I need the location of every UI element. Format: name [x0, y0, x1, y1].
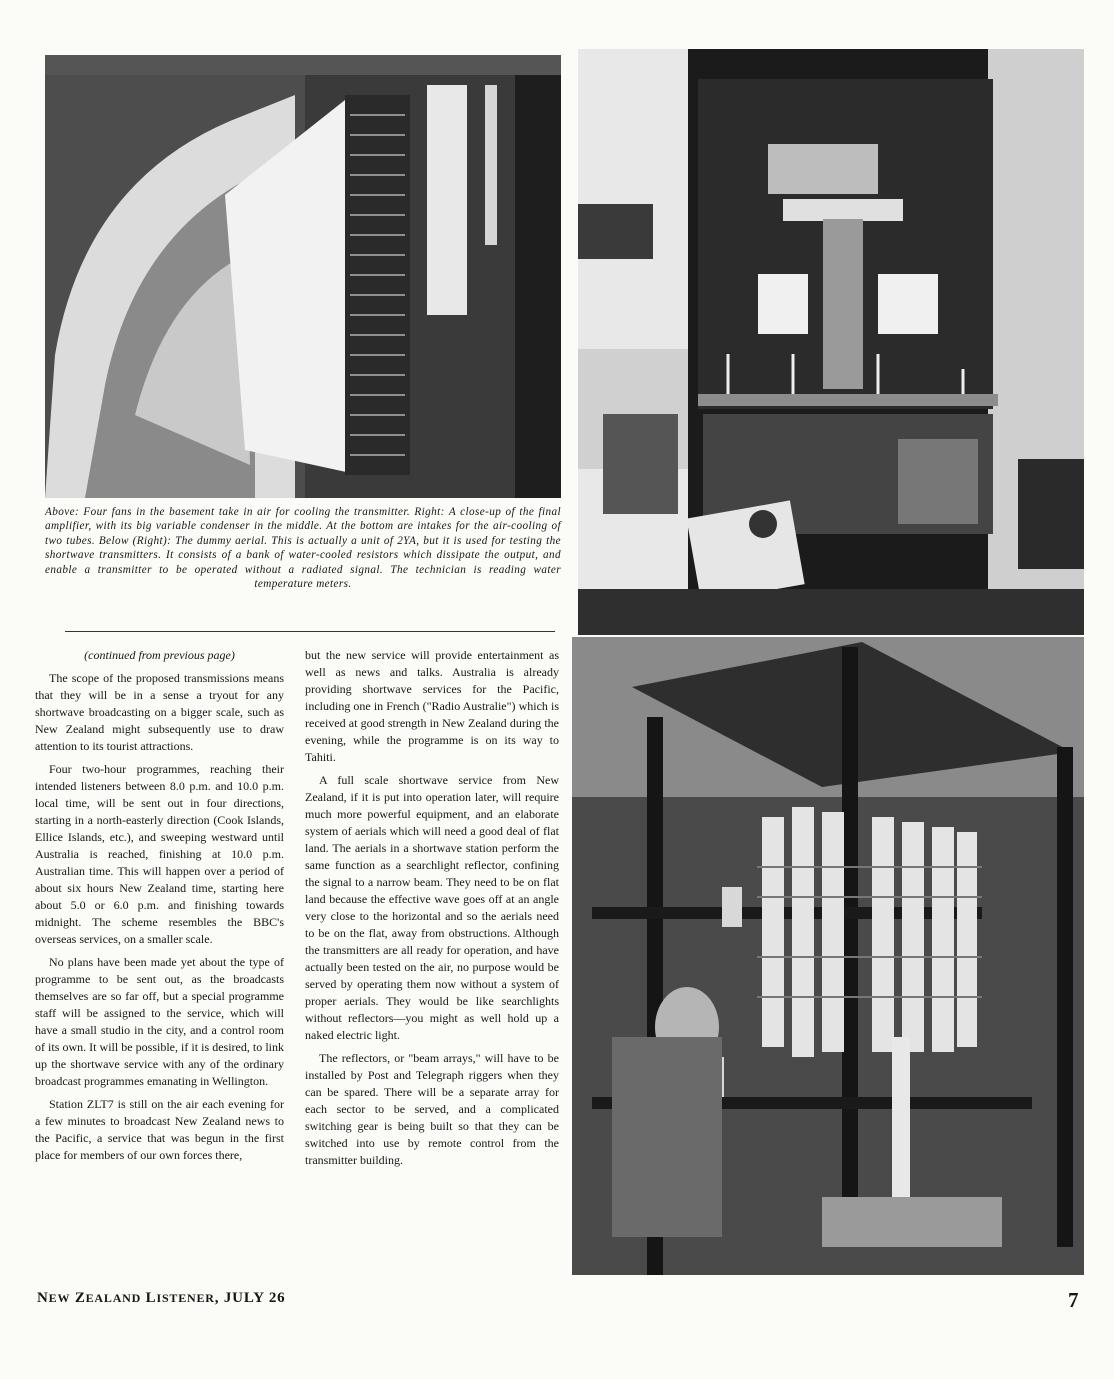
article-column-left	[35, 647, 284, 1170]
article-paragraph: Station ZLT7 is still on the air each evening for a few minutes to broadcast New Zealand news to the Pacific, a service that was begun in the first place for members of our own forces there,	[35, 1097, 284, 1162]
dummy-aerial-photo-drawing	[572, 637, 1084, 1275]
article-paragraph: No plans have been made yet about the type of programme to be sent out, as the broadcasts themselves are so far off, but a special programme staff will be assigned to the service, which will have a small studio in the city, and a control room of its own. It will be possible, if it is desired, to link up the shortwave service with any of the ordinary broadcast programmes emanating in Wellington.	[35, 955, 284, 1088]
article-paragraph: Four two-hour programmes, reaching their intended listeners between 8.0 p.m. and 10.0 p.m. local time, will be sent out in four directions, starting in a north-easterly direction (Cook Islands, Ellice Islands, etc.), and sweeping westward until Australia is reached, finishing at 10.0 p.m. Australian time. This will happen over a period of about six hours New Zealand time, starting here about 5.0 or 6.0 p.m. and finishing towards midnight. The scheme resembles the BBC's overseas services, on a smaller scale.	[35, 762, 284, 946]
photo-basement-fans	[45, 55, 561, 498]
photo-dummy-aerial	[572, 637, 1084, 1275]
footer-date: , JULY 26	[214, 1290, 286, 1306]
publication-footer	[37, 1290, 285, 1307]
page-number: 7	[1068, 1288, 1079, 1312]
article-column-right	[305, 647, 559, 1175]
footer-smallcaps: ISTENER	[156, 1291, 215, 1305]
footer-letter: L	[145, 1290, 157, 1306]
article-paragraph: The reflectors, or "beam arrays," will have to be installed by Post and Telegraph riggers when they can be spared. There will be a separate array for each sector to be served, and a complicated switching gear is being built so that they can be switched into use by remote control from the transmitter building.	[305, 1051, 559, 1167]
footer-smallcaps: EW	[48, 1291, 71, 1305]
article-paragraph: The scope of the proposed transmissions means that they will be in a sense a tryout for any shortwave broadcasting on a bigger scale, such as New Zealand might subsequently use to draw attention to its tourist attractions.	[35, 671, 284, 753]
amplifier-photo-drawing	[578, 49, 1084, 635]
footer-letter: Z	[74, 1290, 86, 1306]
photo-caption: Above: Four fans in the basement take in air for cooling the transmitter. Right: A close-up of the final amplifier, with its big variable condenser in the middle. At the bottom are intakes for the air-cooling of two tubes. Below (Right): The dummy aerial. This is actually a unit of 2YA, but it is used for testing the shortwave transmitters. It consists of a bank of water-cooled resistors which dissipate the output, and enable a transmitter to be operated without a radiated signal. The technician is reading water temperature meters.	[45, 506, 561, 591]
footer-letter: N	[37, 1290, 49, 1306]
fans-photo-drawing	[45, 55, 561, 498]
continued-from-previous-page: (continued from previous page)	[84, 648, 235, 662]
footer-smallcaps: EALAND	[85, 1291, 142, 1305]
article-paragraph: A full scale shortwave service from New Zealand, if it is put into operation later, will require much more powerful equipment, and an elaborate system of aerials which will need a good deal of flat land. The aerials in a shortwave station perform the same function as a searchlight reflector, confining the signal to a narrow beam. They need to be on flat land because the effective wave goes off at an angle very close to the horizontal and so the aerials need to be on the flat, away from obstructions. Although the transmitters are all ready for operation, and have actually been tested on the air, no purpose would be served by operating them now without a system of proper aerials. They would be like searchlights without reflectors—you might as well hold up a naked electric light.	[305, 773, 559, 1042]
caption-divider-rule	[65, 631, 555, 632]
article-paragraph: but the new service will provide entertainment as well as news and talks. Australia is already providing shortwave services for the Pacific, including one in French ("Radio Australie") which is received at good strength in New Zealand during the evening, while the programme is on its way to Tahiti.	[305, 648, 559, 764]
photo-final-amplifier	[578, 49, 1084, 635]
